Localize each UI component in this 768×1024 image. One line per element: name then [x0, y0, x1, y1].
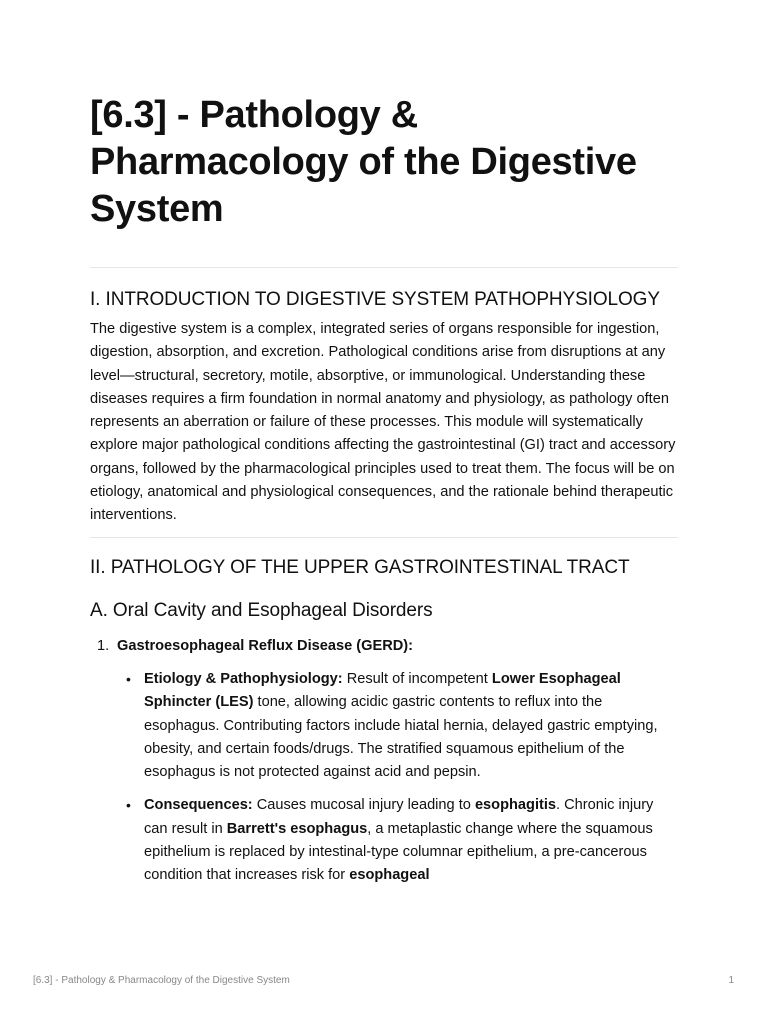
- divider: [90, 537, 678, 538]
- footer-page-number: 1: [728, 975, 734, 986]
- section-heading-upper-gi: II. PATHOLOGY OF THE UPPER GASTROINTESTINAL TRACT: [90, 556, 630, 578]
- bullet-dot-icon: •: [126, 797, 131, 814]
- bullet-dot-icon: •: [126, 670, 131, 687]
- numbered-item-gerd: [90, 635, 678, 658]
- bullet-consequences: [117, 794, 678, 887]
- bullet-text: Result of incompetent: [342, 670, 492, 687]
- bullet-bold-term: Barrett's esophagus: [226, 820, 368, 837]
- bullet-list: [90, 668, 678, 888]
- bullet-text: tone, allowing acidic gastric contents to reflux into the esophagus. Contributing factors include hiatal hernia, delayed gastric emptying, obesity, and certain foods/drugs. The stratified squamous epithelium of the esophagus is not protected against acid and pepsin.: [144, 694, 658, 781]
- bullet-bold-term: esophagitis: [474, 797, 557, 814]
- bullet-etiology: [117, 668, 678, 784]
- bullet-label: Consequences:: [144, 797, 253, 814]
- bullet-bold-term: esophageal: [349, 867, 430, 884]
- section-heading-introduction: I. INTRODUCTION TO DIGESTIVE SYSTEM PATHOPHYSIOLOGY: [90, 289, 660, 310]
- document-title: [6.3] - Pathology & Pharmacology of the Digestive System: [90, 94, 637, 230]
- bullet-label: Etiology & Pathophysiology:: [144, 670, 343, 687]
- subsection-heading-oral-esophageal: A. Oral Cavity and Esophageal Disorders: [90, 599, 433, 621]
- page-content: [90, 92, 678, 888]
- bullet-text: , a metaplastic change where the squamous epithelium is replaced by intestinal-type columnar epithelium, a pre-cancerous condition that increases risk for: [144, 820, 653, 884]
- list-item-label: Gastroesophageal Reflux Disease (GERD):: [117, 637, 414, 654]
- footer-document-title: [6.3] - Pathology & Pharmacology of the Digestive System: [33, 975, 290, 986]
- bullet-bold-term: Lower Esophageal Sphincter (LES): [144, 670, 621, 711]
- bullet-text: . Chronic injury can result in: [144, 797, 654, 837]
- list-number: 1.: [97, 637, 110, 654]
- introduction-paragraph: The digestive system is a complex, integrated series of organs responsible for ingestion, digestion, absorption, and excretion. Pathological conditions arise from disruptions at any level—structural, secretory, motile, absorptive, or immunological. Understanding these diseases requires a firm foundation in normal anatomy and physiology, as pathology often represents an aberration or failure of these processes. This module will systematically explore major pathological conditions affecting the gastrointestinal (GI) tract and accessory organs, followed by the pharmacological principles used to treat them. The focus will be on etiology, anatomical and physiological consequences, and the rationale behind therapeutic interventions.: [90, 321, 676, 524]
- divider: [90, 267, 678, 268]
- bullet-text: Causes mucosal injury leading to: [252, 797, 475, 814]
